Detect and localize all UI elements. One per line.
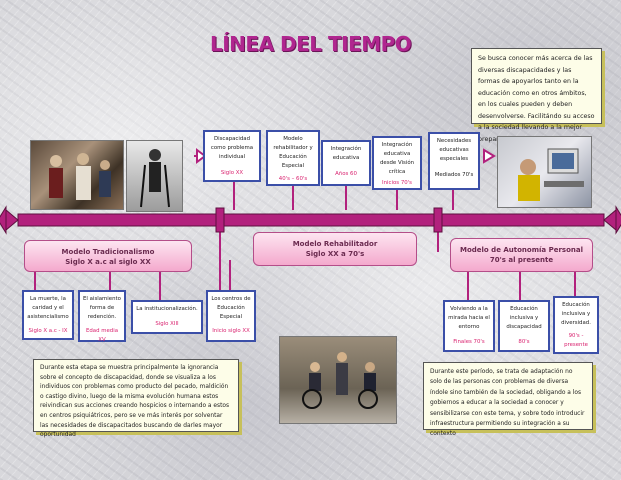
card-date: Siglo X a.c - IX: [28, 328, 68, 334]
intro-note-text: Se busca conocer más acerca de las diversas discapacidades y las formas de apoyarlos tanto en la educación como en otros ámbitos, en los cuales pueden y deben desenvolverse. Facilitándo su acceso a la sociedad llevando a la mejor: [478, 55, 595, 131]
right-note-text: Durante este período, se trata de adaptación no solo de las personas con problemas de diversa índole sino también de la sociedad, obligando a los gobiernos a educar a la sociedad a conocer y sensibilizarse con este tema, y sobre todo introducir infraestructura permitiendo su integración a su contexto: [430, 369, 585, 438]
top-card-1: [203, 130, 261, 182]
card-date: Años 60: [335, 171, 357, 177]
right-card-3: [553, 296, 599, 354]
card-label: Integración educativa: [330, 146, 362, 161]
wheelchair-users-icon: [280, 337, 396, 423]
card-label: Integración educativa desde Visión crítica: [379, 142, 415, 175]
card-label: Discapacidad como problema individual: [210, 136, 254, 160]
card-label: El aislamiento forma de redención.: [83, 296, 121, 320]
model-rehabilitator-banner: [253, 232, 417, 266]
model-title: Modelo de Autonomía Personal: [460, 246, 583, 254]
page-title: LÍNEA DEL TIEMPO: [210, 32, 412, 56]
computer-icon: [498, 137, 591, 207]
wheelchair-group-photo: [279, 336, 397, 424]
model-period: Siglo XX a 70's: [305, 250, 365, 258]
left-card-1: [22, 290, 74, 340]
student-computer-photo: [497, 136, 592, 208]
timeline-arrow: [0, 207, 621, 233]
card-date: 90's - presente: [564, 333, 588, 348]
card-label: Volviendo a la mirada hacia el entorno: [448, 306, 490, 330]
left-card-4: [206, 290, 256, 342]
historical-bw-photo: [126, 140, 183, 212]
card-label: Necesidades educativas especiales: [436, 138, 472, 162]
left-note: [33, 359, 239, 439]
model-traditional-banner: [24, 240, 192, 272]
card-label: Educación inclusiva y diversidad.: [561, 302, 591, 326]
card-label: Los centros de Educación Especial: [211, 296, 251, 320]
top-card-3: [321, 140, 371, 186]
card-date: Inicios 70's: [382, 180, 412, 186]
model-autonomy-banner: [450, 238, 593, 272]
model-period: 70's al presente: [489, 256, 554, 264]
painting-figures-icon: [31, 141, 123, 209]
card-date: 40's – 60's: [278, 176, 308, 182]
top-card-4: [372, 136, 422, 190]
right-card-2: [498, 300, 550, 352]
card-label: Educación inclusiva y discapacidad: [506, 306, 542, 330]
card-label: La institucionalización.: [136, 306, 198, 312]
intro-note: [471, 48, 602, 131]
right-card-1: [443, 300, 495, 352]
model-title: Modelo Rehabilitador: [292, 240, 378, 248]
crutch-figure-icon: [127, 141, 182, 211]
top-card-2: [266, 130, 320, 186]
right-note: [423, 362, 593, 438]
card-date: Mediados 70's: [434, 172, 474, 178]
left-note-text: Durante esta etapa se muestra principalmente la ignorancia sobre el concepto de discapacidad, donde se visualiza a los individuos con problemas como producto del pecado, maldición o castigo divino, luego de la misma evolución humana estos reivindican sus acciones creando hospicios o internando a estos en centros psiquiátricos, pero se ve más interés por solventar las necesidades de discapacitados buscando de darles mayor oportunidad: [40, 365, 230, 439]
card-date: Inicio siglo XX: [212, 328, 250, 334]
left-card-3: [131, 300, 203, 334]
card-date: Siglo XX: [220, 170, 244, 176]
card-date: 80's: [518, 339, 530, 345]
card-date: Finales 70's: [453, 339, 485, 345]
card-date: Siglo XIII: [155, 321, 179, 327]
card-label: La muerte, la caridad y el asistencialismo: [27, 296, 69, 320]
top-card-5: [428, 132, 480, 190]
left-card-2: [78, 290, 126, 342]
model-title: Modelo Tradicionalismo: [61, 248, 155, 256]
card-date: Edad media XV: [85, 328, 119, 343]
historical-painting-photo: [30, 140, 124, 210]
model-period: Siglo X a.c al siglo XX: [65, 258, 151, 266]
card-label: Modelo rehabilitador y Educación Especial: [273, 136, 313, 169]
